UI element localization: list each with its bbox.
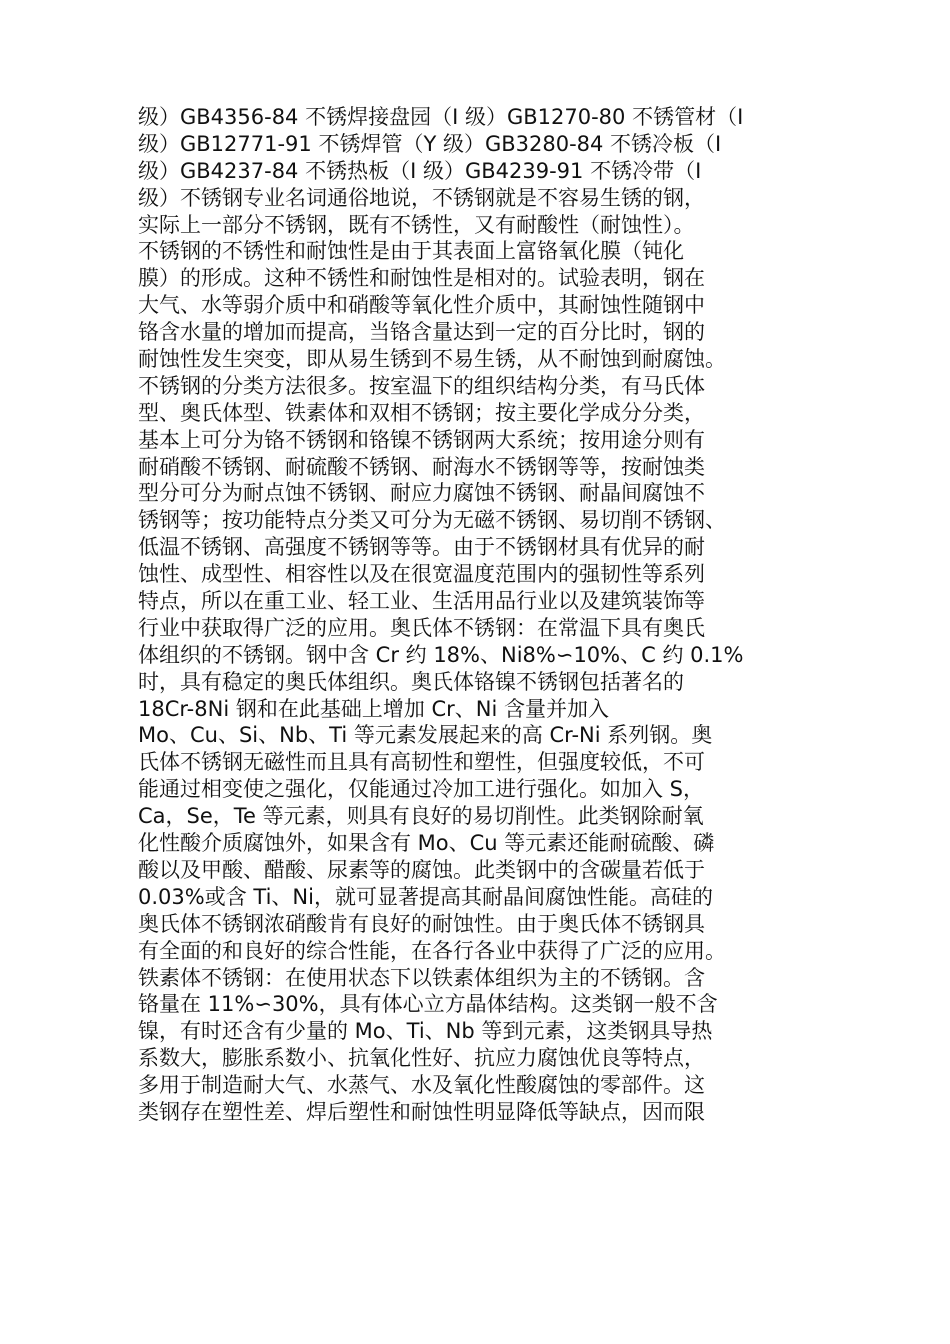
text-line: 不锈钢的不锈性和耐蚀性是由于其表面上富铬氧化膜（钝化 [138, 239, 684, 264]
text-line: 耐蚀性发生突变，即从易生锈到不易生锈，从不耐蚀到耐腐蚀。 [138, 347, 726, 372]
body-text [138, 104, 828, 1126]
text-line: 不锈钢的分类方法很多。按室温下的组织结构分类，有马氏体 [138, 373, 705, 398]
text-line: 实际上一部分不锈钢，既有不锈性，又有耐酸性（耐蚀性）。 [138, 212, 695, 237]
text-line: Ca，Se，Te 等元素，则具有良好的易切削性。此类钢除耐氧 [138, 804, 704, 829]
text-line: 铬量在 11%∽30%，具有体心立方晶体结构。这类钢一般不含 [138, 992, 718, 1017]
text-line: 大气、水等弱介质中和硝酸等氧化性介质中，其耐蚀性随钢中 [138, 293, 705, 318]
text-line: 镍，有时还含有少量的 Mo、Ti、Nb 等到元素，这类钢具导热 [138, 1019, 713, 1044]
text-line: 体组织的不锈钢。钢中含 Cr 约 18%、Ni8%∽10%、C 约 0.1% [138, 642, 744, 667]
text-line: 耐硝酸不锈钢、耐硫酸不锈钢、耐海水不锈钢等等，按耐蚀类 [138, 454, 705, 479]
text-line: 铬含水量的增加而提高，当铬含量达到一定的百分比时，钢的 [138, 320, 705, 345]
text-line: 行业中获取得广泛的应用。奥氏体不锈钢：在常温下具有奥氏 [138, 615, 705, 640]
text-line: 级）GB4237-84 不锈热板（I 级）GB4239-91 不锈冷带（I [138, 158, 702, 183]
text-line: 基本上可分为铬不锈钢和铬镍不锈钢两大系统；按用途分则有 [138, 427, 705, 452]
text-line: 级）不锈钢专业名词通俗地说，不锈钢就是不容易生锈的钢， [138, 185, 705, 210]
text-line: 系数大，膨胀系数小、抗氧化性好、抗应力腐蚀优良等特点， [138, 1046, 705, 1071]
text-line: 0.03%或含 Ti、Ni，就可显著提高其耐晶间腐蚀性能。高硅的 [138, 884, 713, 909]
text-line: 膜）的形成。这种不锈性和耐蚀性是相对的。试验表明，钢在 [138, 266, 705, 291]
text-line: 氏体不锈钢无磁性而且具有高韧性和塑性，但强度较低，不可 [138, 750, 705, 775]
text-line: 型、奥氏体型、铁素体和双相不锈钢；按主要化学成分分类， [138, 400, 705, 425]
text-line: Mo、Cu、Si、Nb、Ti 等元素发展起来的高 Cr-Ni 系列钢。奥 [138, 723, 713, 748]
text-line: 酸以及甲酸、醋酸、尿素等的腐蚀。此类钢中的含碳量若低于 [138, 857, 705, 882]
text-line: 18Cr-8Ni 钢和在此基础上增加 Cr、Ni 含量并加入 [138, 696, 610, 721]
text-line: 多用于制造耐大气、水蒸气、水及氧化性酸腐蚀的零部件。这 [138, 1073, 705, 1098]
text-line: 级）GB12771-91 不锈焊管（Y 级）GB3280-84 不锈冷板（I [138, 131, 722, 156]
text-line: 特点，所以在重工业、轻工业、生活用品行业以及建筑装饰等 [138, 589, 705, 614]
text-line: 锈钢等；按功能特点分类又可分为无磁不锈钢、易切削不锈钢、 [138, 508, 726, 533]
text-line: 级）GB4356-84 不锈焊接盘园（I 级）GB1270-80 不锈管材（I [138, 105, 744, 129]
text-line: 时，具有稳定的奥氏体组织。奥氏体铬镍不锈钢包括著名的 [138, 669, 684, 694]
text-line: 类钢存在塑性差、焊后塑性和耐蚀性明显降低等缺点，因而限 [138, 1099, 705, 1124]
text-line: 奥氏体不锈钢浓硝酸肯有良好的耐蚀性。由于奥氏体不锈钢具 [138, 911, 705, 936]
text-line: 化性酸介质腐蚀外，如果含有 Mo、Cu 等元素还能耐硫酸、磷 [138, 831, 715, 856]
text-line: 有全面的和良好的综合性能，在各行各业中获得了广泛的应用。 [138, 938, 726, 963]
text-line: 型分可分为耐点蚀不锈钢、耐应力腐蚀不锈钢、耐晶间腐蚀不 [138, 481, 705, 506]
text-line: 铁素体不锈钢：在使用状态下以铁素体组织为主的不锈钢。含 [138, 965, 705, 990]
text-line: 蚀性、成型性、相容性以及在很宽温度范围内的强韧性等系列 [138, 562, 705, 587]
text-line: 低温不锈钢、高强度不锈钢等等。由于不锈钢材具有优异的耐 [138, 535, 705, 560]
text-line: 能通过相变使之强化，仅能通过冷加工进行强化。如加入 S， [138, 777, 705, 802]
